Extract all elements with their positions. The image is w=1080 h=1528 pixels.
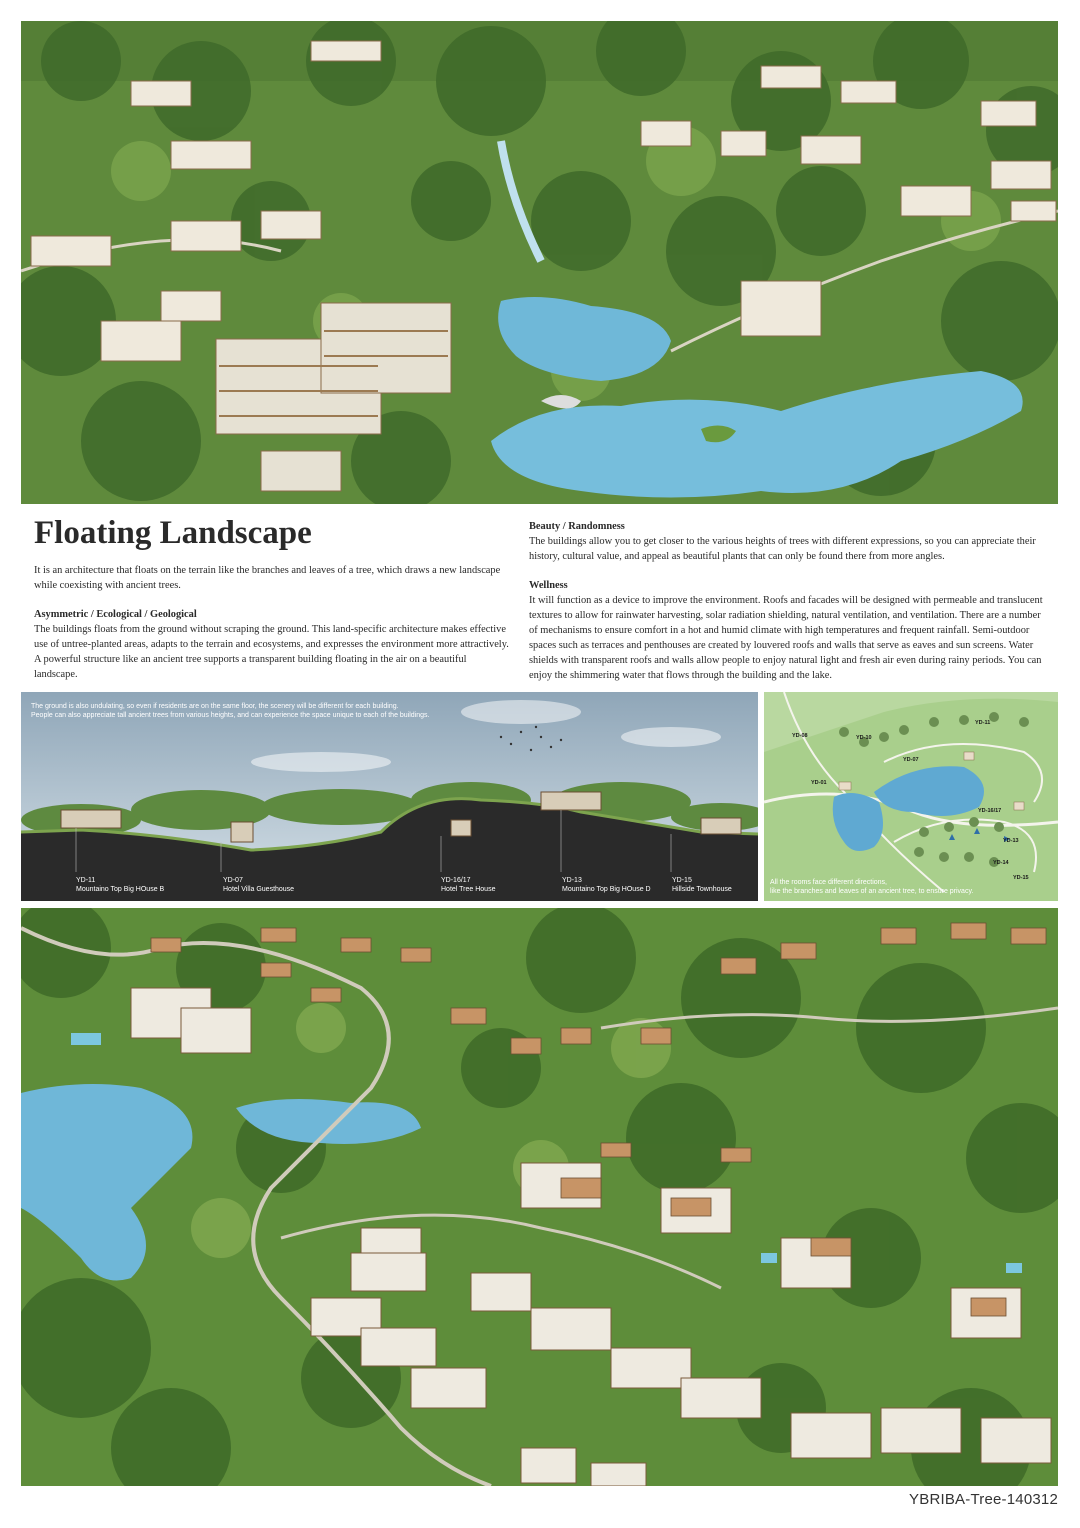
section-label-yd15: YD-15 Hillside Townhouse [672,877,732,893]
wellness-body: It will function as a device to improve the environment. Roofs and facades will be designed with permeable and translucent textures to allow for rainwater harvesting, solar radiation shielding, natural ventilation, and ventilation. There are a number of mechanisms to ensure comfort in a hot and humid climate with high temperatures and frequent rainfall. Semi-outdoor spaces such as terraces and penthouses are created by louvered roofs and walls that serve as eaves and sun screens. Water shields with transparent roofs and walls allow people to enjoy natural light and fresh air even during rainy periods. You can enjoy the shimmering water that flows through the building and the lake. [529,595,1043,681]
asymmetric-body: The buildings floats from the ground without scraping the ground. This land-specific architecture makes effective use of untree-planted areas, adapts to the terrain and ecosystems, and expresses the environment more attractively. A powerful structure like an ancient tree supports a transparent building floating in the air on a beautiful landscape. [34,624,509,680]
text-column-left [34,563,510,682]
map-label-yd01: YD-01 [811,780,827,786]
map-label-yd16-17: YD-16/17 [978,808,1002,814]
hero-aerial-render [21,21,1058,504]
asymmetric-heading: Asymmetric / Ecological / Geological [34,609,197,620]
map-caption [770,878,1050,896]
site-plan-map [764,692,1058,901]
section-label-yd13: YD-13 Mountaino Top Big HOuse D [562,877,651,893]
section-caption-line-1: The ground is also undulating, so even if residents are on the same floor, the scenery will be different for each building. [31,703,399,710]
beauty-body: The buildings allow you to get closer to the various heights of trees with different expressions, so you can appreciate their history, cultural value, and appeal as beautiful plants that can only be found there from more angles. [529,536,1036,562]
section-caption [31,702,751,720]
map-label-yd15: YD-15 [1013,875,1029,881]
project-code: YBRIBA-Tree-140312 [909,1491,1058,1508]
beauty-heading: Beauty / Randomness [529,521,625,532]
map-label-yd08: YD-08 [792,733,808,739]
section-render [21,692,758,901]
section-caption-line-2: People can also appreciate tall ancient trees from various heights, and can experience the space unique to each of the buildings. [31,712,430,719]
map-label-yd14: YD-14 [993,860,1009,866]
map-label-yd13: YD-13 [1003,838,1019,844]
map-caption-line-1: All the rooms face different directions, [770,879,887,886]
intro-paragraph: It is an architecture that floats on the terrain like the branches and leaves of a tree, which draws a new landscape while coexisting with ancient trees. [34,565,501,591]
map-label-yd07: YD-07 [903,757,919,763]
page-title: Floating Landscape [34,515,312,551]
bottom-aerial-render [21,908,1058,1486]
section-label-yd11: YD-11 Mountaino Top Big HOuse B [76,877,165,893]
section-label-yd07: YD-07 Hotel Villa Guesthouse [223,877,295,893]
wellness-heading: Wellness [529,580,568,591]
section-label-yd16-17: YD-16/17 Hotel Tree House [441,877,496,893]
map-label-yd11: YD-11 [975,720,991,726]
text-column-right [529,519,1049,683]
map-caption-line-2: like the branches and leaves of an ancient tree, to ensure privacy. [770,888,974,895]
map-label-yd10: YD-10 [856,735,872,741]
